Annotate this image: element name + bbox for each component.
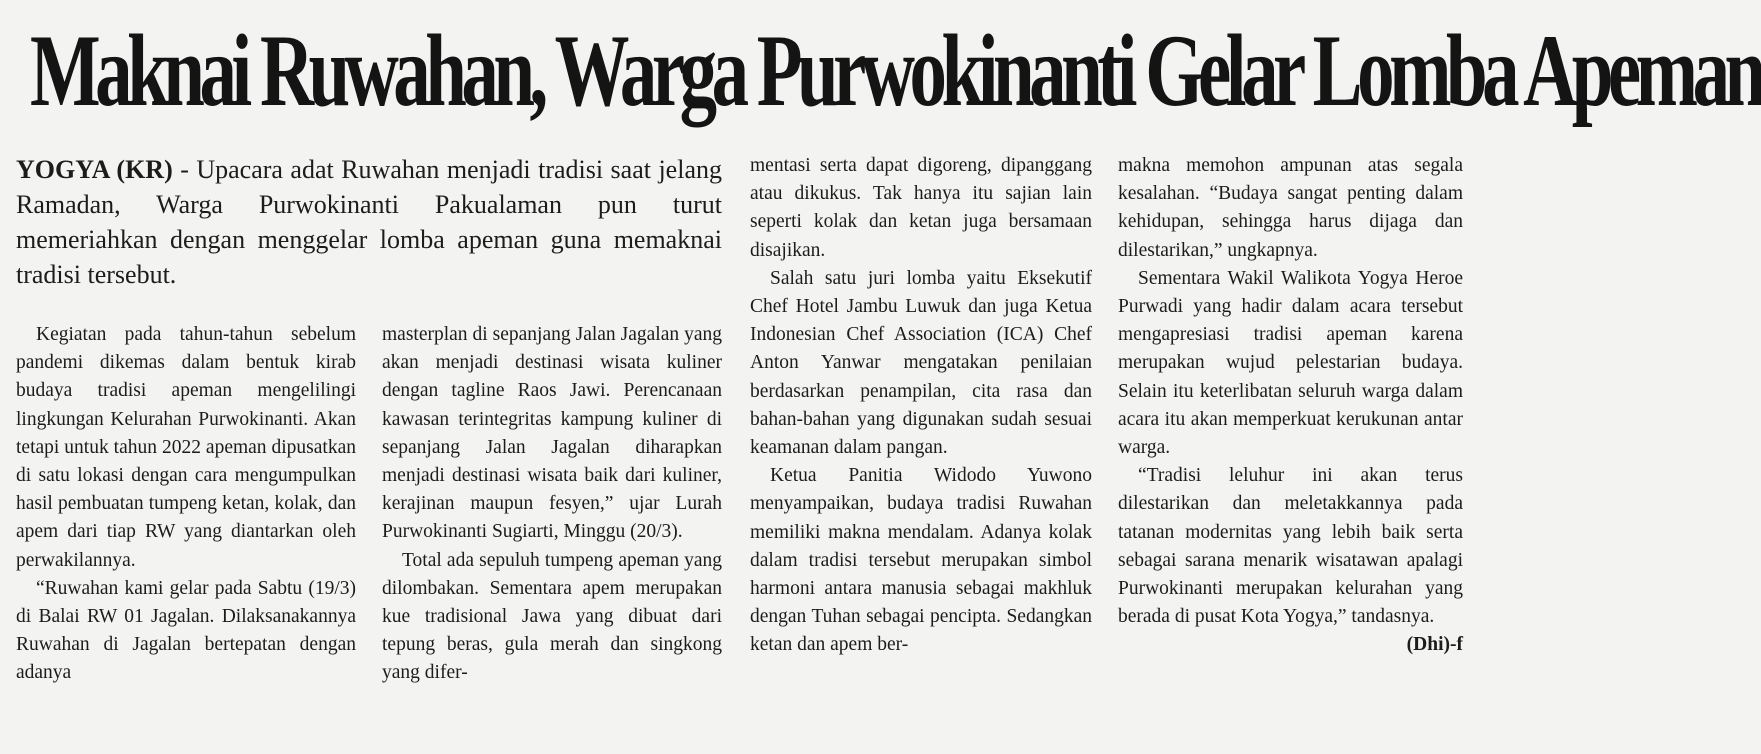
paragraph: mentasi serta dapat digoreng, dipanggang atau dikukus. Tak hanya itu sajian lain seperti kolak dan ketan juga bersamaan disajikan. (750, 155, 1092, 261)
article-column-1 (16, 321, 356, 688)
article-column-3 (750, 152, 1092, 660)
author-signature: (Dhi)-f (1406, 634, 1463, 656)
lead-paragraph (16, 152, 722, 292)
paragraph: Ketua Panitia Widodo Yuwono menyampaikan, budaya tradisi Ruwahan memiliki makna mendalam. Adanya kolak dalam tradisi tersebut merupakan simbol harmoni antara manusia sebagai makhluk dengan Tuhan sebagai pencipta. Sedangkan ketan dan apem ber- (750, 465, 1092, 656)
article-column-4 (1118, 152, 1463, 660)
article-column-2 (382, 321, 722, 688)
paragraph: Salah satu juri lomba yaitu Eksekutif Chef Hotel Jambu Luwuk dan juga Ketua Indonesian Chef Association (ICA) Chef Anton Yanwar mengatakan penilaian berdasarkan penampilan, cita rasa dan bahan-bahan yang digunakan sudah sesuai keamanan dalam pangan. (750, 267, 1092, 459)
paragraph: Sementara Wakil Walikota Yogya Heroe Purwadi yang hadir dalam acara tersebut mengapresiasi tradisi apeman karena merupakan wujud pelestarian budaya. Selain itu keterlibatan seluruh warga dalam acara itu akan memperkuat kerukunan antar warga. (1118, 267, 1463, 459)
paragraph: Kegiatan pada tahun-tahun sebelum pandemi dikemas dalam bentuk kirab budaya tradisi apeman mengelilingi lingkungan Kelurahan Purwokinanti. Akan tetapi untuk tahun 2022 apeman dipusatkan di satu lokasi dengan cara mengumpulkan hasil pembuatan tumpeng ketan, kolak, dan apem dari tiap RW yang diantarkan oleh perwakilannya. (16, 324, 356, 571)
paragraph: “Tradisi leluhur ini akan terus dilestarikan dan meletakkannya pada tatanan modernitas yang lebih baik serta sebagai sarana menarik wisatawan apalagi Purwokinanti merupakan kelurahan yang berada di pusat Kota Yogya,” tandasnya. (1118, 465, 1463, 628)
paragraph: masterplan di sepanjang Jalan Jagalan yang akan menjadi destinasi wisata kuliner dengan tagline Raos Jawi. Perencanaan kawasan terintegritas kampung kuliner di sepanjang Jalan Jagalan diharapkan menjadi destinasi wisata baik dari kuliner, kerajinan maupun fesyen,” ujar Lurah Purwokinanti Sugiarti, Minggu (20/3). (382, 324, 722, 543)
paragraph: “Ruwahan kami gelar pada Sabtu (19/3) di Balai RW 01 Jagalan. Dilaksanakannya Ruwahan di Jagalan bertepatan dengan adanya (16, 577, 356, 684)
dateline: YOGYA (KR) (16, 155, 173, 184)
paragraph: makna memohon ampunan atas segala kesalahan. “Budaya sangat penting dalam kehidupan, sehingga harus dijaga dan dilestarikan,” ungkapnya. (1118, 155, 1463, 261)
headline: Maknai Ruwahan, Warga Purwokinanti Gelar Lomba Apeman (30, 13, 1761, 128)
lead-text: - Upacara adat Ruwahan menjadi tradisi saat jelang Ramadan, Warga Purwokinanti Pakualaman pun turut memeriahkan dengan menggelar lomba apeman guna memaknai tradisi tersebut. (16, 155, 722, 289)
paragraph: Total ada sepuluh tumpeng apeman yang dilombakan. Sementara apem merupakan kue tradisional Jawa yang dibuat dari tepung beras, gula merah dan singkong yang difer- (382, 549, 722, 684)
